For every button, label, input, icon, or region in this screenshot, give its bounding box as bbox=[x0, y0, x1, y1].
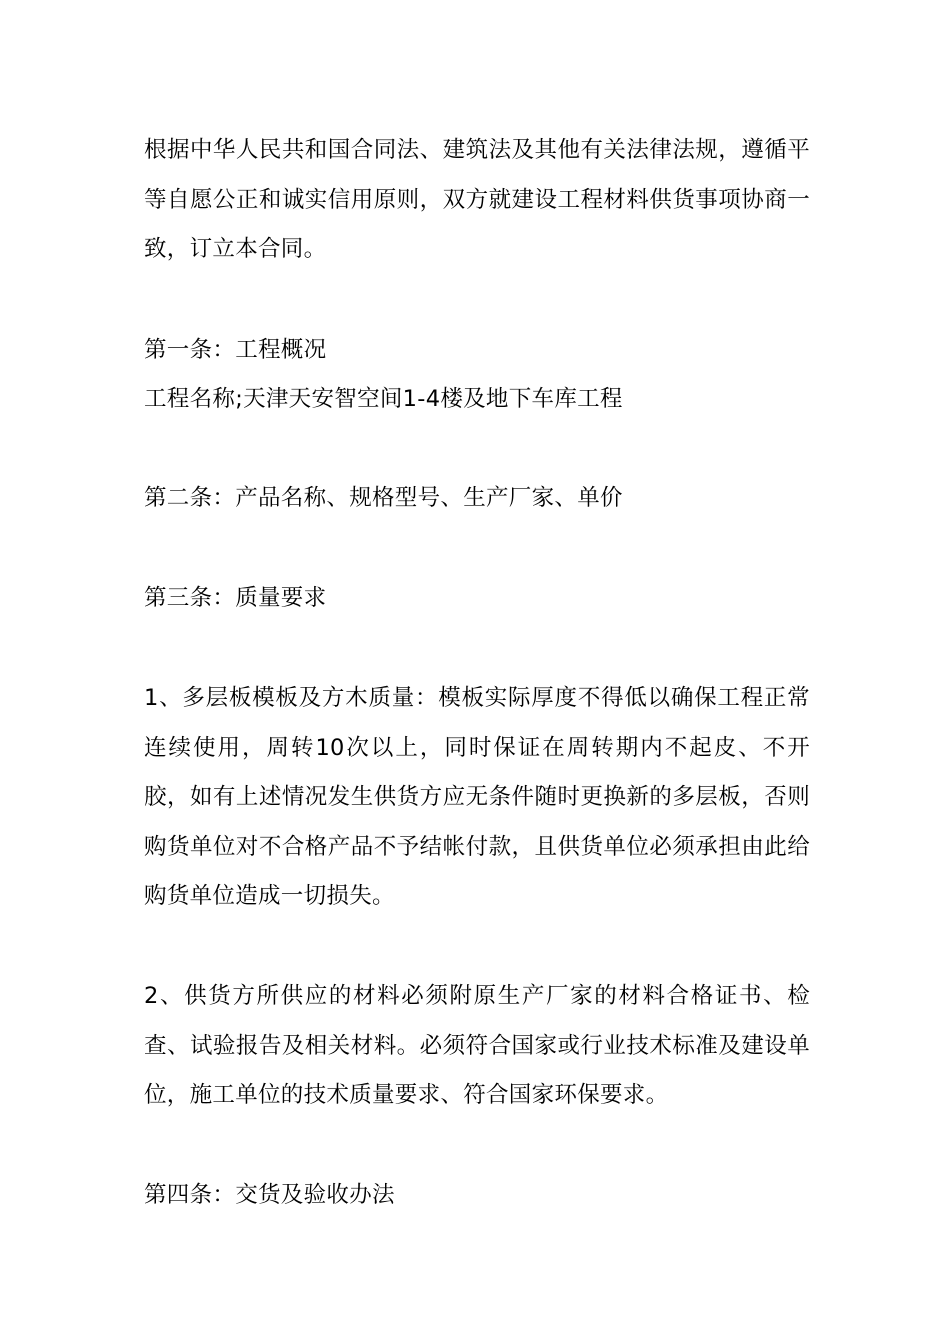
article-4-title: 第四条：交货及验收办法 bbox=[144, 1182, 395, 1208]
article-2-title: 第二条：产品名称、规格型号、生产厂家、单价 bbox=[144, 485, 623, 511]
quality-item-1: 1、多层板模板及方木质量：模板实际厚度不得低以确保工程正常连续使用，周转10次以上，同时保证在周转期内不起皮、不开胶，如有上述情况发生供货方应无条件随时更换新的多层板，否则购货单位对不合格产品不予结帐付款，且供货单位必须承担由此给购货单位造成一切损失。 bbox=[144, 685, 810, 909]
article-3-title: 第三条：质量要求 bbox=[144, 585, 327, 611]
quality-item-2: 2、供货方所供应的材料必须附原生产厂家的材料合格证书、检查、试验报告及相关材料。必须符合国家或行业技术标准及建设单位，施工单位的技术质量要求、符合国家环保要求。 bbox=[144, 983, 810, 1108]
project-name-line: 工程名称;天津天安智空间1-4楼及地下车库工程 bbox=[144, 386, 623, 412]
article-1-title: 第一条：工程概况 bbox=[144, 337, 327, 363]
intro-paragraph: 根据中华人民共和国合同法、建筑法及其他有关法律法规，遵循平等自愿公正和诚实信用原则，双方就建设工程材料供货事项协商一致，订立本合同。 bbox=[144, 137, 810, 262]
